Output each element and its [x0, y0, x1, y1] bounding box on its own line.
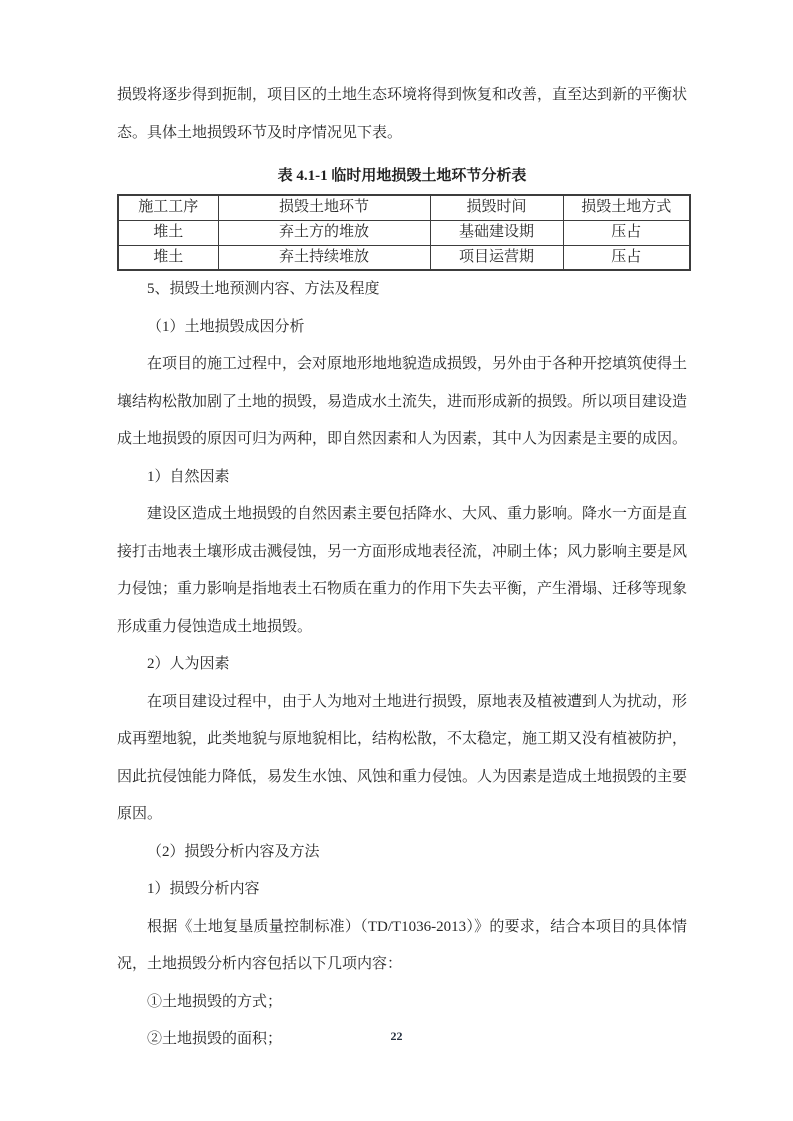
heading-section-5-2: （2）损毁分析内容及方法: [147, 843, 320, 860]
paragraph-standard-reference: 根据《土地复垦质量控制标准）（TD/T1036-2013）》的要求，结合本项目的具体情况，土地损毁分析内容包括以下几项内容：: [117, 918, 687, 972]
table-cell: 堆土: [118, 220, 218, 245]
heading-section-5: 5、损毁土地预测内容、方法及程度: [147, 281, 380, 297]
paragraph-intro: 损毁将逐步得到扼制，项目区的土地生态环境将得到恢复和改善，直至达到新的平衡状态。具体土地损毁环节及时序情况见下表。: [117, 87, 688, 141]
paragraph-natural-factors: 建设区造成土地损毁的自然因素主要包括降水、大风、重力影响。降水一方面是直接打击地表土壤形成击溅侵蚀，另一方面形成地表径流，冲刷土体；风力影响主要是风力侵蚀；重力影响是指地表土石物质在重力的作用下失去平衡，产生滑塌、迁移等现象形成重力侵蚀造成土地损毁。: [117, 506, 688, 635]
table-header-cell: 损毁土地环节: [218, 195, 430, 220]
heading-section-5-1: （1）土地损毁成因分析: [147, 318, 305, 335]
table-cell: 堆土: [118, 245, 218, 270]
heading-human-factors: 2）人为因素: [147, 656, 230, 672]
document-content: [117, 77, 687, 1059]
table-cell: 压占: [563, 245, 690, 270]
table-header-cell: 损毁土地方式: [563, 195, 690, 220]
table-header-row: [118, 195, 690, 220]
table-row: [118, 220, 690, 245]
list-item-damage-mode: ①土地损毁的方式；: [147, 993, 283, 1010]
heading-analysis-content: 1）损毁分析内容: [147, 881, 260, 897]
list-item-damage-area: ②土地损毁的面积；: [147, 1031, 283, 1047]
damage-analysis-table: [117, 194, 691, 271]
table-cell: 基础建设期: [430, 220, 563, 245]
table-cell: 压占: [563, 220, 690, 245]
table-row: [118, 245, 690, 270]
table-header-cell: 施工工序: [118, 195, 218, 220]
heading-natural-factors: 1）自然因素: [147, 468, 230, 485]
table-caption: 表 4.1-1 临时用地损毁土地环节分析表: [277, 168, 527, 184]
table-cell: 弃土方的堆放: [218, 220, 430, 245]
paragraph-human-factors: 在项目建设过程中，由于人为地对土地进行损毁，原地表及植被遭到人为扰动，形成再塑地貌，此类地貌与原地貌相比，结构松散，不太稳定，施工期又没有植被防护，因此抗侵蚀能力降低，易发生水蚀、风蚀和重力侵蚀。人为因素是造成土地损毁的主要原因。: [117, 693, 688, 822]
table-cell: 项目运营期: [430, 245, 563, 270]
table-header-cell: 损毁时间: [430, 195, 563, 220]
paragraph-cause-analysis: 在项目的施工过程中，会对原地形地地貌造成损毁，另外由于各种开挖填筑使得土壤结构松散加剧了土地的损毁，易造成水土流失，进而形成新的损毁。所以项目建设造成土地损毁的原因可归为两种，即自然因素和人为因素，其中人为因素是主要的成因。: [117, 356, 688, 447]
page-number: 22: [390, 1029, 403, 1043]
table-cell: 弃土持续堆放: [218, 245, 430, 270]
